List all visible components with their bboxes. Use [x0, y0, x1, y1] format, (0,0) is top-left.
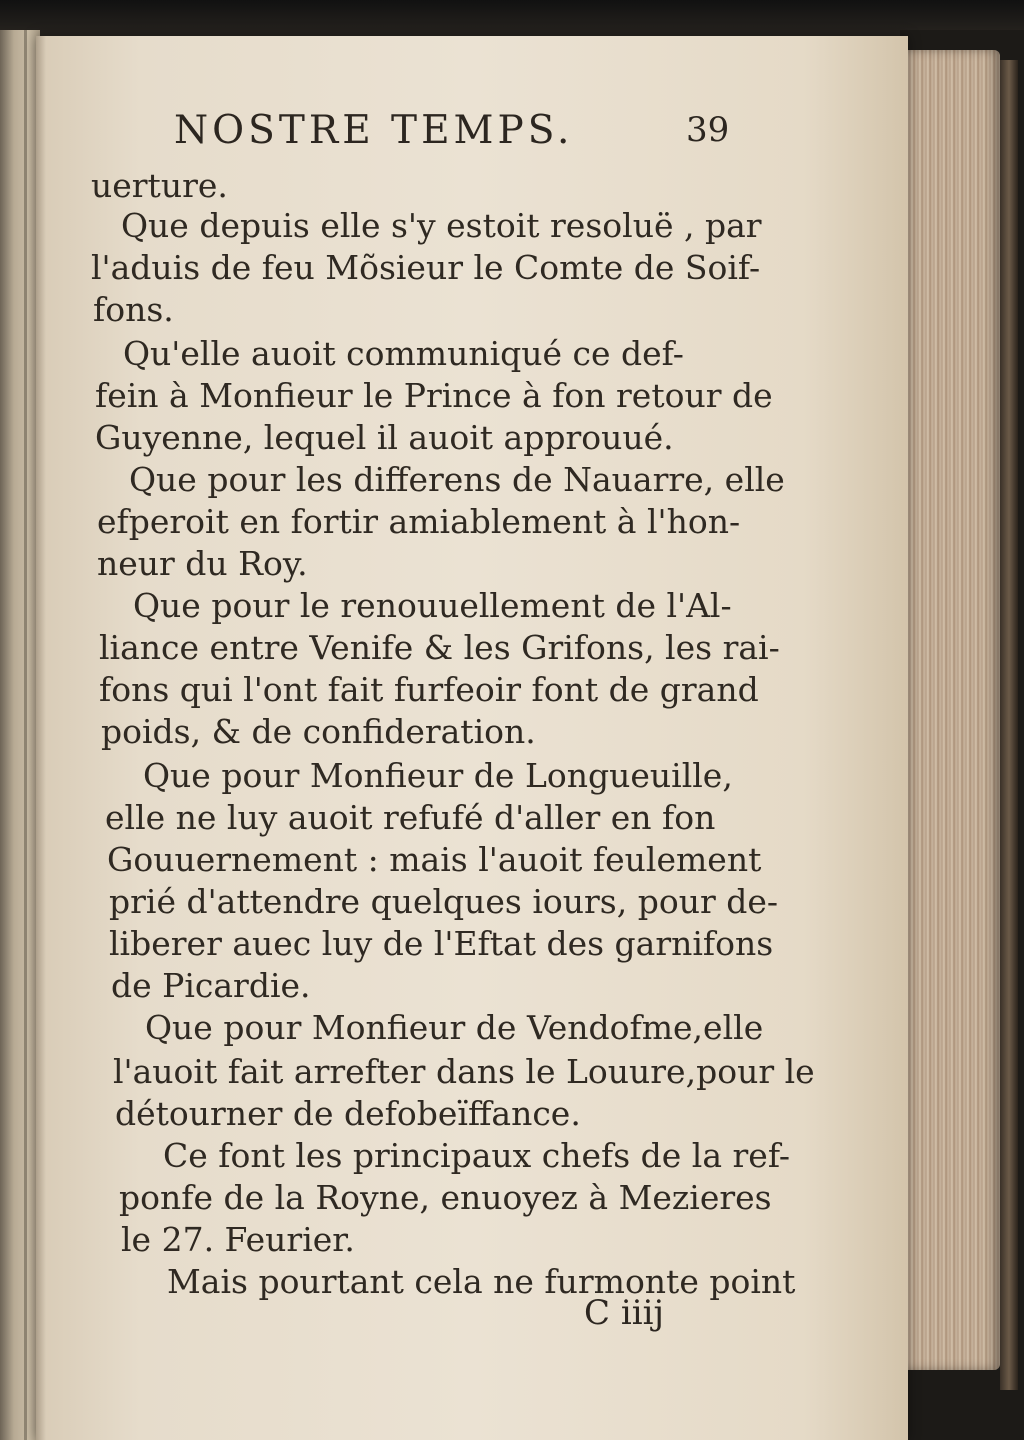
- text-line: Que pour Monfieur de Vendofme,elle: [145, 1008, 764, 1047]
- text-line: Que pour les differens de Nauarre, elle: [129, 460, 785, 499]
- text-line: Que pour Monfieur de Longueuille,: [143, 756, 733, 795]
- text-line: le 27. Feurier.: [121, 1220, 355, 1259]
- text-line: l'aduis de feu Mõsieur le Comte de Soif-: [91, 248, 761, 287]
- text-line: poids, & de confideration.: [101, 712, 536, 751]
- text-line: fons.: [93, 290, 174, 329]
- backdrop: [0, 0, 1024, 40]
- book-page: [36, 36, 908, 1440]
- text-line: de Picardie.: [111, 966, 311, 1005]
- text-line: fein à Monfieur le Prince à fon retour de: [95, 376, 773, 415]
- text-line: Mais pourtant cela ne furmonte point: [167, 1262, 796, 1301]
- text-line: Ce font les principaux chefs de la ref-: [163, 1136, 791, 1175]
- text-line: efperoit en fortir amiablement à l'hon-: [97, 502, 741, 541]
- page-header: [136, 108, 736, 168]
- text-line: détourner de defobeïffance.: [115, 1094, 581, 1133]
- running-head: NOSTRE TEMPS.: [174, 108, 574, 153]
- text-line: Guyenne, lequel il auoit approuué.: [95, 418, 674, 457]
- text-line: neur du Roy.: [97, 544, 308, 583]
- gutter-shadow: [24, 30, 27, 1440]
- fore-edge-pages: [908, 50, 1000, 1370]
- text-line: elle ne luy auoit refufé d'aller en fon: [105, 798, 716, 837]
- text-line: Que depuis elle s'y estoit resoluë , par: [121, 206, 762, 245]
- page-number: 39: [686, 110, 730, 150]
- text-line: Que pour le renouuellement de l'Al-: [133, 586, 732, 625]
- left-page-edge: [0, 30, 40, 1440]
- signature-mark: C iiij: [584, 1293, 664, 1333]
- text-line: liance entre Venife & les Grifons, les rai-: [99, 628, 780, 667]
- text-line: Gouuernement : mais l'auoit feulement: [107, 840, 762, 879]
- text-line: fons qui l'ont fait furfeoir font de grand: [99, 670, 759, 709]
- text-line: ponfe de la Royne, enuoyez à Mezieres: [119, 1178, 772, 1217]
- text-line: l'auoit fait arrefter dans le Louure,pour le: [113, 1052, 815, 1091]
- text-line: prié d'attendre quelques iours, pour de-: [109, 882, 779, 921]
- page-block-edge: [900, 30, 1024, 1440]
- binding-cover: [1000, 60, 1018, 1390]
- text-line: Qu'elle auoit communiqué ce def-: [123, 334, 684, 373]
- text-line: uerture.: [91, 166, 228, 205]
- text-line: liberer auec luy de l'Eftat des garnifons: [109, 924, 774, 963]
